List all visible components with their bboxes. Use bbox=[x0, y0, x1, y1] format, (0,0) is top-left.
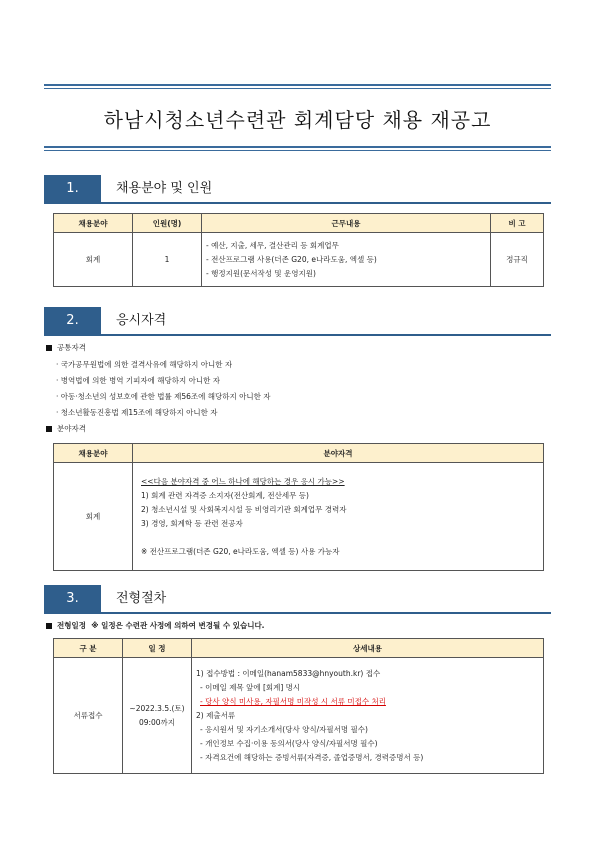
section-1-header bbox=[44, 175, 551, 202]
detail-line: - 자격요건에 해당하는 증빙서류(자격증, 졸업증명서, 경력증명서 등) bbox=[200, 752, 424, 762]
qual-line: 2) 청소년시설 및 사회복지시설 등 비영리기관 회계업무 경력자 bbox=[141, 504, 347, 514]
cell-date: ~2022.3.5.(토) 09:00까지 bbox=[123, 658, 192, 774]
title-rule bbox=[44, 146, 551, 148]
qualification-table bbox=[53, 443, 544, 571]
table-header: 분야자격 bbox=[133, 444, 544, 463]
top-rule bbox=[44, 84, 551, 86]
title-rule-thin bbox=[44, 150, 551, 151]
duty-line: - 예산, 지출, 세무, 결산관리 등 회계업무 bbox=[206, 240, 339, 250]
cell-count: 1 bbox=[133, 233, 202, 287]
section-number: 2. bbox=[44, 307, 101, 334]
table-row bbox=[54, 463, 544, 571]
table-header: 일 정 bbox=[123, 639, 192, 658]
positions-table bbox=[53, 213, 544, 287]
detail-line: - 응시원서 및 자기소개서(당사 양식/자필서명 필수) bbox=[200, 724, 368, 734]
table-header: 채용분야 bbox=[54, 214, 133, 233]
square-bullet-icon bbox=[46, 345, 52, 351]
duty-line: - 행정지원(문서작성 및 운영지원) bbox=[206, 268, 316, 278]
cell-duties bbox=[202, 233, 491, 287]
qual-line: 3) 경영, 회계학 등 관련 전공자 bbox=[141, 518, 243, 528]
table-header: 채용분야 bbox=[54, 444, 133, 463]
top-rule-thin bbox=[44, 88, 551, 89]
detail-line: - 개인정보 수집·이용 동의서(당사 양식/자필서명 필수) bbox=[200, 738, 378, 748]
section-number: 1. bbox=[44, 175, 101, 202]
duty-line: - 전산프로그램 사용(더존 G20, e나라도움, 엑셀 등) bbox=[206, 254, 377, 264]
section-label: 응시자격 bbox=[116, 313, 167, 328]
table-header-row bbox=[54, 214, 544, 233]
cell-details bbox=[192, 658, 544, 774]
qual-line: ※ 전산프로그램(더존 G20, e나라도움, 엑셀 등) 사용 가능자 bbox=[141, 546, 340, 556]
schedule-note: ※ 일정은 수련관 사정에 의하여 변경될 수 있습니다. bbox=[91, 621, 265, 630]
list-item: · 병역법에 의한 병역 기피자에 해당하지 아니한 자 bbox=[56, 376, 220, 385]
field-qual-heading: 분야자격 bbox=[46, 423, 86, 434]
section-underline bbox=[44, 612, 551, 614]
detail-line: 2) 제출서류 bbox=[196, 710, 236, 720]
table-row bbox=[54, 658, 544, 774]
square-bullet-icon bbox=[46, 426, 52, 432]
section-label: 전형절차 bbox=[116, 591, 167, 606]
table-row bbox=[54, 233, 544, 287]
detail-line: 1) 접수방법 : 이메일(hanam5833@hnyouth.kr) 접수 bbox=[196, 668, 381, 678]
detail-line: - 이메일 제목 앞에 [회계] 명시 bbox=[200, 682, 301, 692]
section-underline bbox=[44, 334, 551, 336]
list-item: · 아동·청소년의 성보호에 관한 법률 제56조에 해당하지 아니한 자 bbox=[56, 392, 271, 401]
section-3-header bbox=[44, 585, 551, 612]
table-header: 구 분 bbox=[54, 639, 123, 658]
cell-field: 회계 bbox=[54, 233, 133, 287]
table-header: 인원(명) bbox=[133, 214, 202, 233]
common-qual-heading: 공통자격 bbox=[46, 342, 86, 353]
section-label: 채용분야 및 인원 bbox=[116, 181, 213, 196]
section-underline bbox=[44, 202, 551, 204]
table-header-row bbox=[54, 639, 544, 658]
qual-line: <<다음 분야자격 중 어느 하나에 해당하는 경우 응시 가능>> bbox=[141, 476, 345, 486]
qual-line bbox=[141, 531, 539, 545]
schedule-heading: 전형일정 ※ 일정은 수련관 사정에 의하여 변경될 수 있습니다. bbox=[46, 620, 265, 631]
square-bullet-icon bbox=[46, 623, 52, 629]
qual-line: 1) 회계 관련 자격증 소지자(전산회계, 전산세무 등) bbox=[141, 490, 309, 500]
section-2-header bbox=[44, 307, 551, 334]
table-header: 상세내용 bbox=[192, 639, 544, 658]
page-title: 하남시청소년수련관 회계담당 채용 재공고 bbox=[103, 108, 492, 132]
table-header-row bbox=[54, 444, 544, 463]
list-item: · 국가공무원법에 의한 결격사유에 해당하지 아니한 자 bbox=[56, 360, 233, 369]
table-header: 비 고 bbox=[491, 214, 544, 233]
schedule-table bbox=[53, 638, 544, 774]
cell-qualifications bbox=[133, 463, 544, 571]
list-item: · 청소년활동진흥법 제15조에 해당하지 아니한 자 bbox=[56, 408, 218, 417]
cell-field: 회계 bbox=[54, 463, 133, 571]
warning-line: - 당사 양식 미사용, 자필서명 미작성 시 서류 미접수 처리 bbox=[200, 696, 386, 706]
cell-stage: 서류접수 bbox=[54, 658, 123, 774]
section-number: 3. bbox=[44, 585, 101, 612]
cell-note: 정규직 bbox=[491, 233, 544, 287]
table-header: 근무내용 bbox=[202, 214, 491, 233]
